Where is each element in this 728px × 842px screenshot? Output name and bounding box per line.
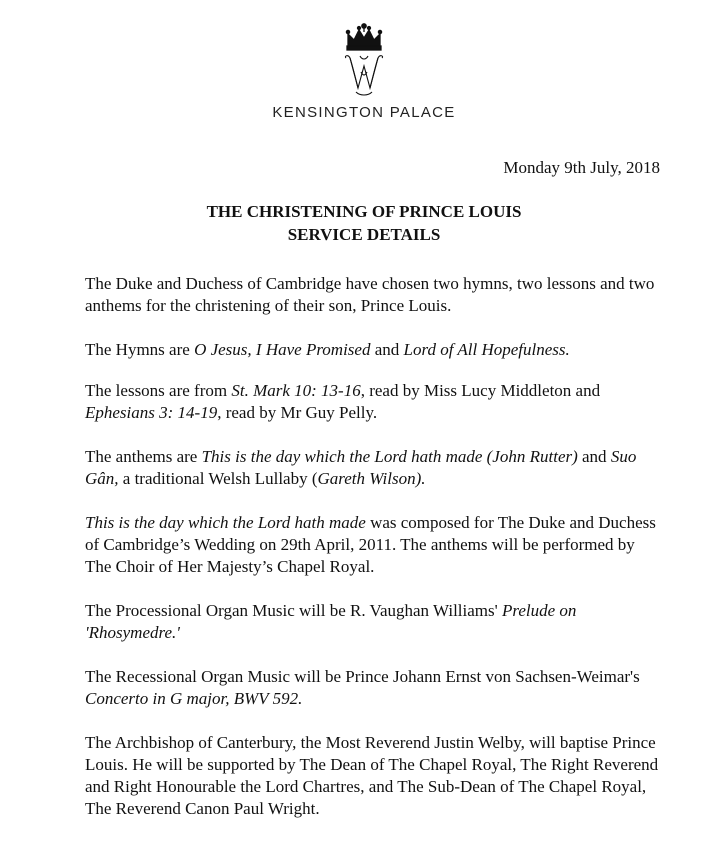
anthem-title-1: This is the day which the Lord hath made (John Rutter) — [201, 447, 578, 466]
lessons-text: The lessons are from — [85, 381, 232, 400]
paragraph-intro — [85, 273, 665, 317]
lessons-reader-2: , read by Mr Guy Pelly. — [217, 403, 378, 422]
title-line-1: THE CHRISTENING OF PRINCE LOUIS — [206, 202, 522, 221]
hymn-title-2: Lord of All Hopefulness. — [403, 340, 570, 359]
processional-text: The Processional Organ Music will be R. Vaughan Williams' — [85, 601, 502, 620]
lesson-reference-2: Ephesians 3: 14-19 — [85, 403, 218, 422]
anthem-history-text: was composed for The Duke and Duchess of Cambridge’s Wedding on 29th April, 2011. The anthems will be performed by The Choir of Her Majesty’s Chapel Royal. — [85, 513, 656, 576]
recessional-text: The Recessional Organ Music will be Prince Johann Ernst von Sachsen-Weimar's — [85, 667, 640, 686]
hymn-title-1: O Jesus, I Have Promised — [194, 340, 371, 359]
document-body — [85, 273, 665, 842]
letterhead — [0, 20, 728, 121]
hymns-text-and: and — [370, 340, 404, 359]
royal-cypher-crown-icon — [334, 20, 394, 100]
recessional-title: Concerto in G major, BWV 592. — [85, 689, 303, 708]
title-line-2: SERVICE DETAILS — [287, 225, 441, 244]
processional-title: Prelude on 'Rhosymedre.' — [85, 601, 577, 642]
paragraph-intro-text: The Duke and Duchess of Cambridge have chosen two hymns, two lessons and two anthems for the christening of their son, Prince Louis. — [85, 274, 655, 315]
document-date: Monday 9th July, 2018 — [503, 158, 660, 177]
paragraph-hymns — [85, 339, 665, 361]
paragraph-anthems — [85, 446, 665, 490]
anthem-history-title: This is the day which the Lord hath made — [85, 513, 366, 532]
anthem-title-2: Suo Gân, — [85, 447, 637, 488]
baptism-text: The Archbishop of Canterbury, the Most Reverend Justin Welby, will baptise Prince Louis. He will be supported by The Dean of The Chapel Royal, The Right Reverend and Right Honourable the Lord Chartres, and The Sub-Dean of The Chapel Royal, The Reverend Canon Paul Wright. — [85, 733, 659, 818]
lesson-reference-1: St. Mark 10: 13-16 — [231, 381, 361, 400]
paragraph-lessons — [85, 380, 665, 424]
paragraph-anthem-history — [85, 512, 665, 578]
anthem-description: a traditional Welsh Lullaby ( — [118, 469, 318, 488]
org-name: KENSINGTON PALACE — [272, 104, 456, 121]
anthems-text: The anthems are — [85, 447, 202, 466]
lessons-reader-1: , read by Miss Lucy Middleton and — [360, 381, 601, 400]
paragraph-recessional — [85, 666, 665, 710]
anthem-arranger: Gareth Wilson). — [317, 469, 426, 488]
hymns-text: The Hymns are — [85, 340, 195, 359]
paragraph-baptism — [85, 732, 665, 820]
paragraph-processional — [85, 600, 665, 644]
document-title — [0, 200, 728, 246]
anthems-text-and: and — [577, 447, 611, 466]
